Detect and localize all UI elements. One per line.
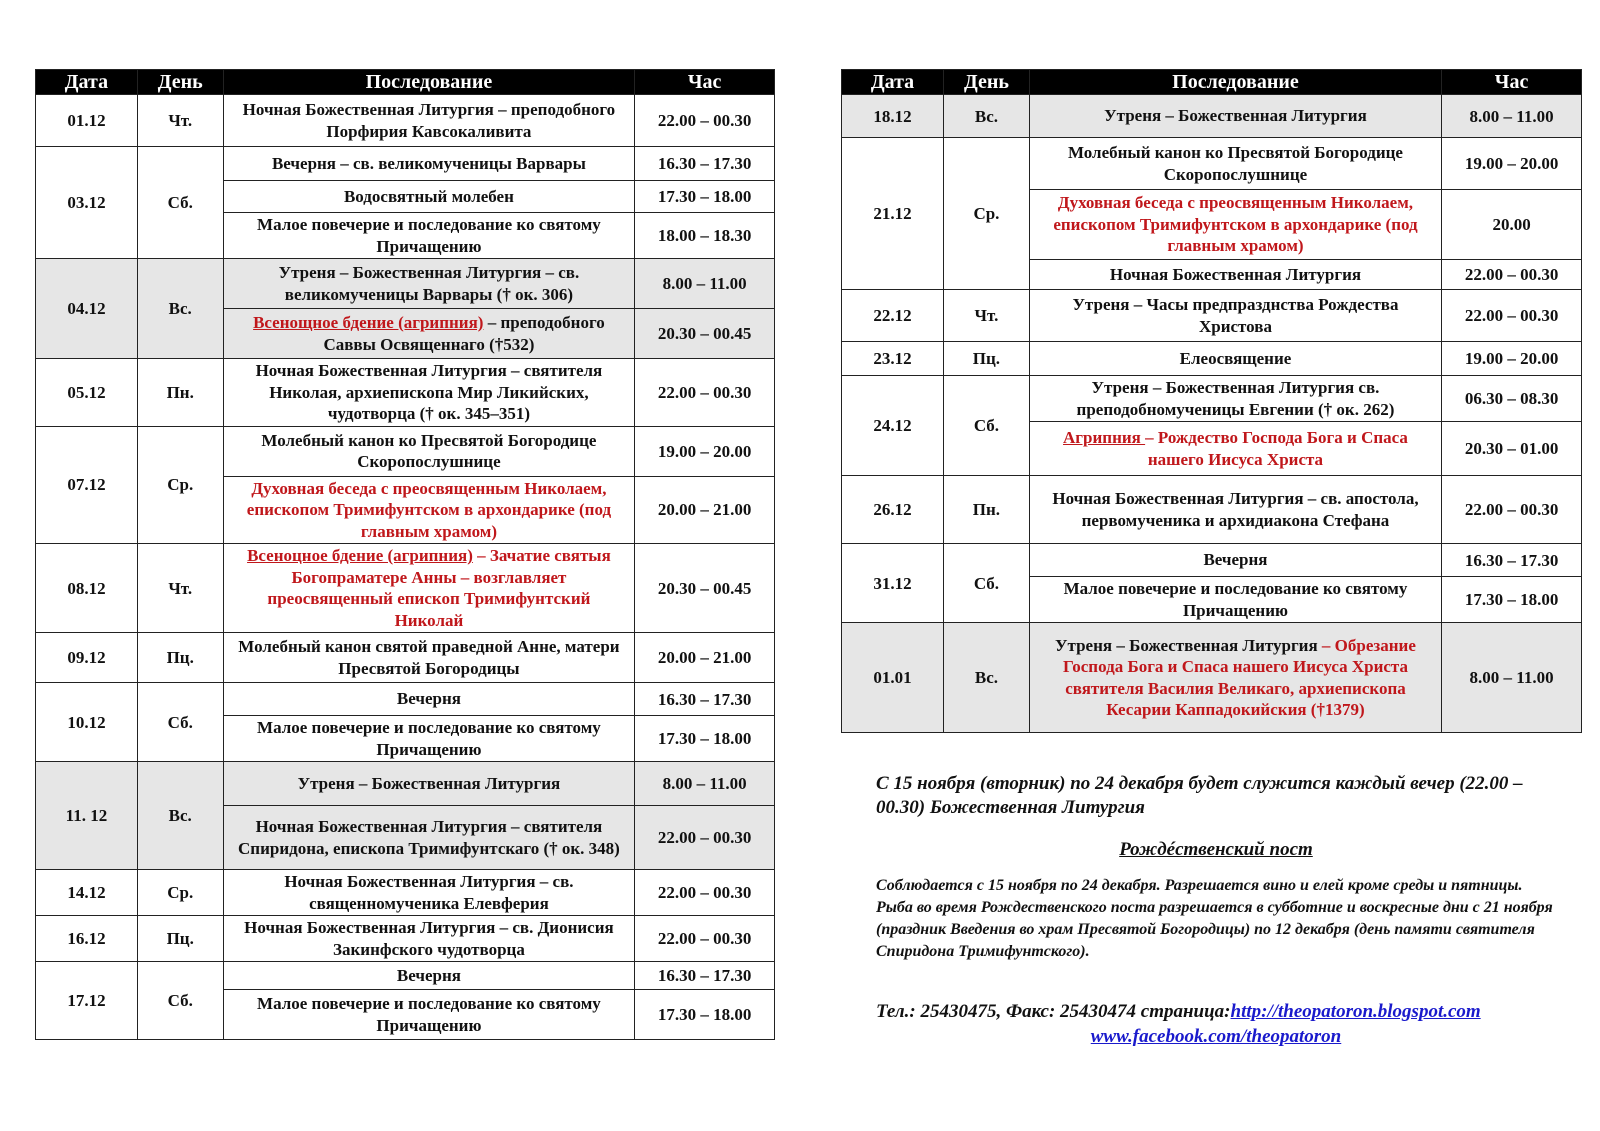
header-service: Последование <box>223 70 635 95</box>
service-text: Малое повечерие и последование ко святому Причащению <box>257 215 601 256</box>
time-cell: 17.30 – 18.00 <box>635 181 775 213</box>
day-cell: Сб. <box>137 683 223 762</box>
facebook-link[interactable]: www.facebook.com/theopatoron <box>1090 1026 1342 1047</box>
header-date: Дата <box>36 70 138 95</box>
service-cell <box>223 476 635 544</box>
service-text: Малое повечерие и последование ко святому Причащению <box>257 718 601 759</box>
service-cell <box>1029 623 1441 733</box>
time-cell: 20.30 – 01.00 <box>1442 422 1582 476</box>
service-text: Ночная Божественная Литургия – святителя Спиридона, епископа Тримифунтскаго († ок. 348) <box>238 817 620 858</box>
service-cell <box>223 633 635 683</box>
service-cell <box>1029 138 1441 190</box>
service-text: Ночная Божественная Литургия – святителя Николая, архиепископа Мир Ликийских, чудотворца († ок. 345–351) <box>255 361 603 423</box>
date-cell: 05.12 <box>36 359 138 427</box>
service-cell <box>223 213 635 259</box>
table-row <box>36 259 775 309</box>
service-cell <box>223 181 635 213</box>
service-cell <box>1029 544 1441 577</box>
service-text: Утреня – Божественная Литургия <box>297 773 561 793</box>
service-text: Вечерня <box>1203 550 1268 570</box>
service-cell <box>223 147 635 181</box>
header-day: День <box>944 70 1030 95</box>
table-header-row <box>36 70 775 95</box>
time-cell: 16.30 – 17.30 <box>635 683 775 716</box>
time-cell: 16.30 – 17.30 <box>635 962 775 990</box>
time-cell: 19.00 – 20.00 <box>1442 342 1582 376</box>
service-cell <box>1029 190 1441 260</box>
table-row <box>36 683 775 716</box>
table-row <box>36 359 775 427</box>
service-text: – Рождество Господа Бога и Спаса нашего Иисуса Христа <box>1145 428 1408 469</box>
contacts <box>876 999 1556 1049</box>
time-cell: 8.00 – 11.00 <box>1442 623 1582 733</box>
service-text: Малое повечерие и последование ко святому Причащению <box>1063 579 1408 620</box>
date-cell: 01.12 <box>36 95 138 147</box>
service-text: Молебный канон ко Пресвятой Богородице Скоропослушнице <box>261 430 597 471</box>
date-cell: 24.12 <box>842 376 944 476</box>
time-cell: 22.00 – 00.30 <box>635 806 775 870</box>
schedule-table-left <box>35 69 775 1040</box>
date-cell: 22.12 <box>842 290 944 342</box>
time-cell: 22.00 – 00.30 <box>635 359 775 427</box>
service-text: Водосвятный молебен <box>343 186 514 206</box>
date-cell: 09.12 <box>36 633 138 683</box>
day-cell: Чт. <box>137 544 223 633</box>
table-row <box>842 623 1582 733</box>
table-row <box>36 916 775 962</box>
day-cell: Сб. <box>137 147 223 259</box>
time-cell: 22.00 – 00.30 <box>1442 260 1582 290</box>
service-text: – Зачатие святыя Богопраматере Анны – возглавляет преосвященный епископ Тримифунтский Николай <box>267 546 611 630</box>
time-cell: 8.00 – 11.00 <box>1442 95 1582 138</box>
day-cell: Вс. <box>944 623 1030 733</box>
time-cell: 17.30 – 18.00 <box>635 716 775 762</box>
service-text: Вечерня – св. великомученицы Варвары <box>271 153 586 173</box>
header-date: Дата <box>842 70 944 95</box>
table-row <box>36 870 775 916</box>
day-cell: Чт. <box>944 290 1030 342</box>
day-cell: Сб. <box>944 544 1030 623</box>
time-cell: 8.00 – 11.00 <box>635 259 775 309</box>
service-text: Ночная Божественная Литургия – св. Дионисия Закинфского чудотворца <box>244 918 614 959</box>
service-text: Ночная Божественная Литургия – св. священномученика Елевферия <box>284 872 574 913</box>
date-cell: 17.12 <box>36 962 138 1040</box>
service-cell <box>223 683 635 716</box>
table-row <box>36 426 775 476</box>
time-cell: 22.00 – 00.30 <box>635 916 775 962</box>
table-row <box>842 376 1582 422</box>
service-text: Утреня – Божественная Литургия – св. великомученицы Варвары († ок. 306) <box>278 263 580 304</box>
daily-liturgy-note: С 15 ноября (вторник) по 24 декабря будет служится каждый вечер (22.00 – 00.30) Божественная Литургия <box>876 773 1523 818</box>
time-cell: 16.30 – 17.30 <box>1442 544 1582 577</box>
header-day: День <box>137 70 223 95</box>
date-cell: 01.01 <box>842 623 944 733</box>
time-cell: 16.30 – 17.30 <box>635 147 775 181</box>
time-cell: 20.30 – 00.45 <box>635 544 775 633</box>
service-cell <box>223 806 635 870</box>
service-cell <box>223 916 635 962</box>
date-cell: 07.12 <box>36 426 138 544</box>
time-cell: 22.00 – 00.30 <box>1442 476 1582 544</box>
schedule-table-right <box>841 69 1582 733</box>
day-cell: Пн. <box>137 359 223 427</box>
service-text: Духовная беседа с преосвященным Николаем, епископом Тримифунтском в архондарике (под главным храмом) <box>246 478 612 541</box>
service-text: Всенощное бдение (агрипния) <box>253 313 484 332</box>
time-cell: 22.00 – 00.30 <box>1442 290 1582 342</box>
service-text: Вечерня <box>396 965 461 985</box>
day-cell: Ср. <box>137 870 223 916</box>
service-text: Утреня – Часы предпразднства Рождества Христова <box>1072 295 1399 336</box>
date-cell: 14.12 <box>36 870 138 916</box>
day-cell: Ср. <box>944 138 1030 290</box>
date-cell: 23.12 <box>842 342 944 376</box>
service-cell <box>223 990 635 1040</box>
header-hour: Час <box>635 70 775 95</box>
table-row <box>842 95 1582 138</box>
time-cell: 20.00 – 21.00 <box>635 633 775 683</box>
service-cell <box>223 309 635 359</box>
service-text: Вечерня <box>396 689 461 709</box>
table-header-row <box>842 70 1582 95</box>
service-text: – Обрезание Господа Бога и Спаса нашего Иисуса Христа святителя Василия Великаго, архиепископа Кесарии Каппадокийския (†1379) <box>1062 635 1416 719</box>
service-text: Ночная Божественная Литургия – св. апостола, первомученика и архидиакона Стефана <box>1052 489 1419 530</box>
day-cell: Ср. <box>137 426 223 544</box>
service-cell <box>1029 260 1441 290</box>
time-cell: 8.00 – 11.00 <box>635 762 775 806</box>
service-cell <box>1029 376 1441 422</box>
service-text: Малое повечерие и последование ко святому Причащению <box>257 994 601 1035</box>
table-row <box>36 762 775 806</box>
table-row <box>36 633 775 683</box>
date-cell: 08.12 <box>36 544 138 633</box>
time-cell: 22.00 – 00.30 <box>635 870 775 916</box>
date-cell: 26.12 <box>842 476 944 544</box>
date-cell: 31.12 <box>842 544 944 623</box>
service-text: Молебный канон святой праведной Анне, матери Пресвятой Богородицы <box>238 637 620 678</box>
service-text: Елеосвящение <box>1179 348 1292 368</box>
day-cell: Сб. <box>137 962 223 1040</box>
time-cell: 17.30 – 18.00 <box>1442 577 1582 623</box>
service-text: Молебный канон ко Пресвятой Богородице Скоропослушнице <box>1067 143 1403 184</box>
service-cell <box>1029 577 1441 623</box>
date-cell: 03.12 <box>36 147 138 259</box>
day-cell: Вс. <box>137 259 223 359</box>
day-cell: Вс. <box>944 95 1030 138</box>
service-text: Утреня – Божественная Литургия <box>1055 635 1318 655</box>
service-cell <box>1029 342 1441 376</box>
service-cell <box>223 95 635 147</box>
service-cell <box>223 544 635 633</box>
time-cell: 20.00 <box>1442 190 1582 260</box>
service-cell <box>1029 95 1441 138</box>
service-cell <box>223 962 635 990</box>
day-cell: Пц. <box>944 342 1030 376</box>
service-text: Ночная Божественная Литургия <box>1109 264 1362 284</box>
date-cell: 11. 12 <box>36 762 138 870</box>
day-cell: Чт. <box>137 95 223 147</box>
service-cell <box>223 716 635 762</box>
blog-link[interactable]: http://theopatoron.blogspot.com <box>1230 1001 1481 1022</box>
service-text: Ночная Божественная Литургия – преподобного Порфирия Кавсокаливита <box>242 100 616 141</box>
table-row <box>36 147 775 181</box>
table-row <box>842 544 1582 577</box>
table-row <box>36 95 775 147</box>
service-cell <box>223 870 635 916</box>
date-cell: 18.12 <box>842 95 944 138</box>
time-cell: 19.00 – 20.00 <box>1442 138 1582 190</box>
header-service: Последование <box>1029 70 1441 95</box>
date-cell: 16.12 <box>36 916 138 962</box>
service-cell <box>223 426 635 476</box>
service-text: Всеноцное бдение (агрипния) <box>247 546 473 565</box>
service-cell <box>1029 290 1441 342</box>
time-cell: 20.00 – 21.00 <box>635 476 775 544</box>
table-row <box>842 290 1582 342</box>
time-cell: 18.00 – 18.30 <box>635 213 775 259</box>
service-text: Утреня – Божественная Литургия св. преподобномученицы Евгении († ок. 262) <box>1076 378 1395 419</box>
service-text: Утреня – Божественная Литургия <box>1104 106 1367 126</box>
time-cell: 19.00 – 20.00 <box>635 426 775 476</box>
service-cell <box>223 762 635 806</box>
time-cell: 20.30 – 00.45 <box>635 309 775 359</box>
day-cell: Вс. <box>137 762 223 870</box>
contacts-phone-fax: Тел.: 25430475, Факс: 25430474 страница: <box>876 1001 1231 1022</box>
table-row <box>842 138 1582 190</box>
service-cell <box>1029 476 1441 544</box>
header-hour: Час <box>1442 70 1582 95</box>
service-cell <box>1029 422 1441 476</box>
day-cell: Пц. <box>137 916 223 962</box>
service-text: Духовная беседа с преосвященным Николаем, епископом Тримифунтском в архондарике (под главным храмом) <box>1053 193 1418 256</box>
service-cell <box>223 359 635 427</box>
table-row <box>842 342 1582 376</box>
fast-description: Соблюдается с 15 ноября по 24 декабря. Разрешается вино и елей кроме среды и пятницы. Рыба во время Рождественского поста разрешается в субботние и воскресные дни с 21 ноября (праздник Введения во храм Пресвятой Богородицы) по 12 декабря (день памяти святителя Спиридона Тримифунтского). <box>876 877 1553 960</box>
service-text: – преподобного Саввы Освященнаго (†532) <box>323 313 605 354</box>
day-cell: Пн. <box>944 476 1030 544</box>
table-row <box>842 476 1582 544</box>
time-cell: 22.00 – 00.30 <box>635 95 775 147</box>
date-cell: 21.12 <box>842 138 944 290</box>
table-row <box>36 544 775 633</box>
day-cell: Пц. <box>137 633 223 683</box>
fast-title: Рождéственский пост <box>1119 839 1313 860</box>
service-text: Агрипния <box>1063 428 1146 447</box>
time-cell: 06.30 – 08.30 <box>1442 376 1582 422</box>
day-cell: Сб. <box>944 376 1030 476</box>
date-cell: 04.12 <box>36 259 138 359</box>
time-cell: 17.30 – 18.00 <box>635 990 775 1040</box>
service-cell <box>223 259 635 309</box>
date-cell: 10.12 <box>36 683 138 762</box>
table-row <box>36 962 775 990</box>
